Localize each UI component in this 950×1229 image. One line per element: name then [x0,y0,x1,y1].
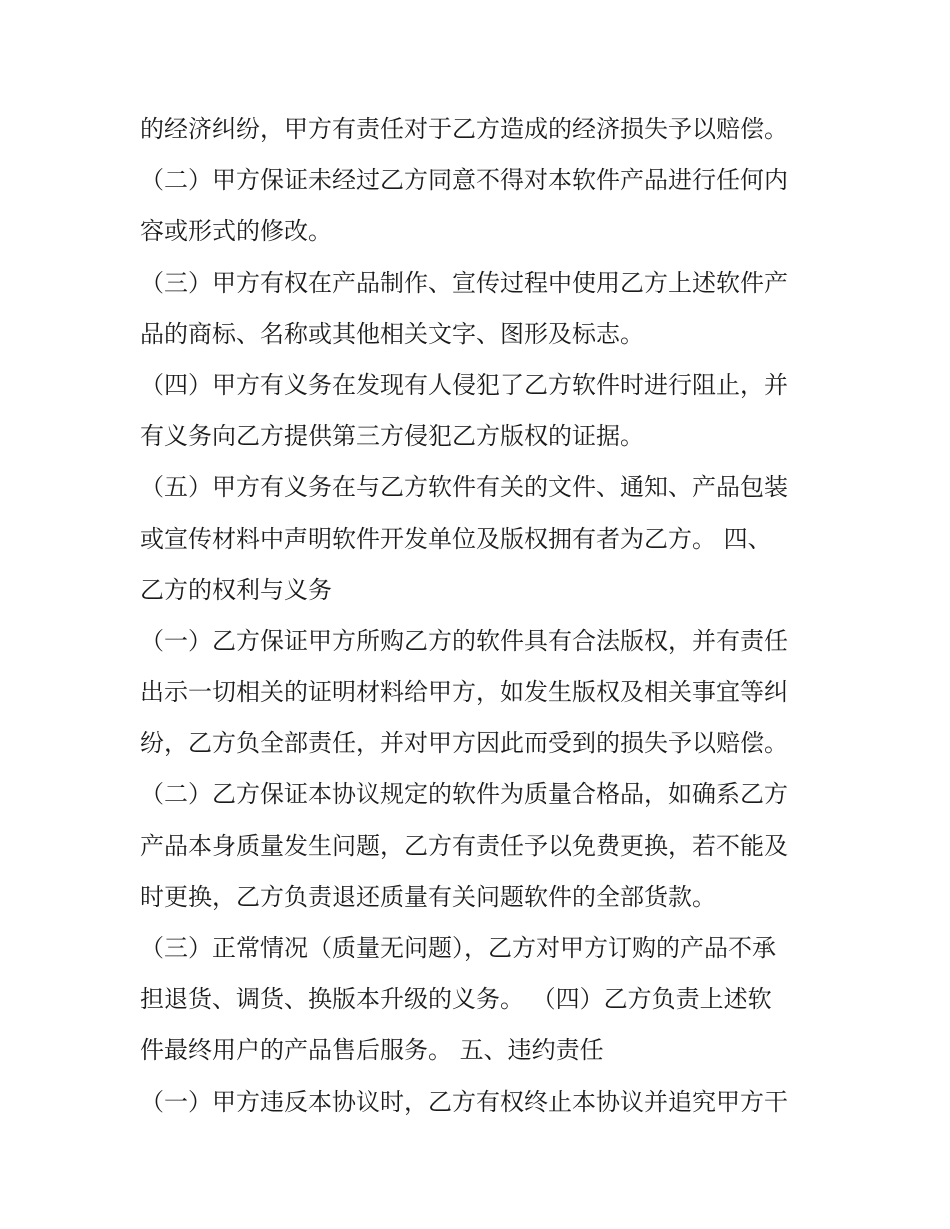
text-line: 产品本身质量发生问题，乙方有责任予以免费更换，若不能及 [140,831,788,860]
text-line: （三）正常情况（质量无问题），乙方对甲方订购的产品不承 [140,934,776,962]
text-line: （四）甲方有义务在发现有人侵犯了乙方软件时进行阻止，并 [140,370,788,399]
text-line: 件最终用户的产品售后服务。 五、违约责任 [140,1036,604,1065]
text-line: （一）甲方违反本协议时，乙方有权终止本协议并追究甲方干 [140,1087,788,1116]
text-line: 的经济纠纷，甲方有责任对于乙方造成的经济损失予以赔偿。 [140,115,788,143]
text-line: 纷，乙方负全部责任，并对甲方因此而受到的损失予以赔偿。 [140,729,788,758]
text-line: （五）甲方有义务在与乙方软件有关的文件、通知、产品包装 [140,473,788,502]
text-line: （二）甲方保证未经过乙方同意不得对本软件产品进行任何内 [140,166,788,195]
text-line: 乙方的权利与义务 [140,575,332,604]
text-line: （二）乙方保证本协议规定的软件为质量合格品，如确系乙方 [140,780,788,809]
text-line: 容或形式的修改。 [140,217,332,246]
text-line: 有义务向乙方提供第三方侵犯乙方版权的证据。 [140,422,644,451]
text-line: 担退货、调货、换版本升级的义务。 （四）乙方负责上述软 [140,985,772,1014]
text-line: 或宣传材料中声明软件开发单位及版权拥有者为乙方。 四、 [140,524,772,553]
text-line: 出示一切相关的证明材料给甲方，如发生版权及相关事宜等纠 [140,678,788,707]
text-line: 品的商标、名称或其他相关文字、图形及标志。 [140,319,644,348]
text-line: （一）乙方保证甲方所购乙方的软件具有合法版权，并有责任 [140,626,788,655]
text-line: （三）甲方有权在产品制作、宣传过程中使用乙方上述软件产 [140,268,788,297]
text-line: 时更换，乙方负责退还质量有关问题软件的全部货款。 [140,882,716,911]
document-body [140,104,820,1128]
